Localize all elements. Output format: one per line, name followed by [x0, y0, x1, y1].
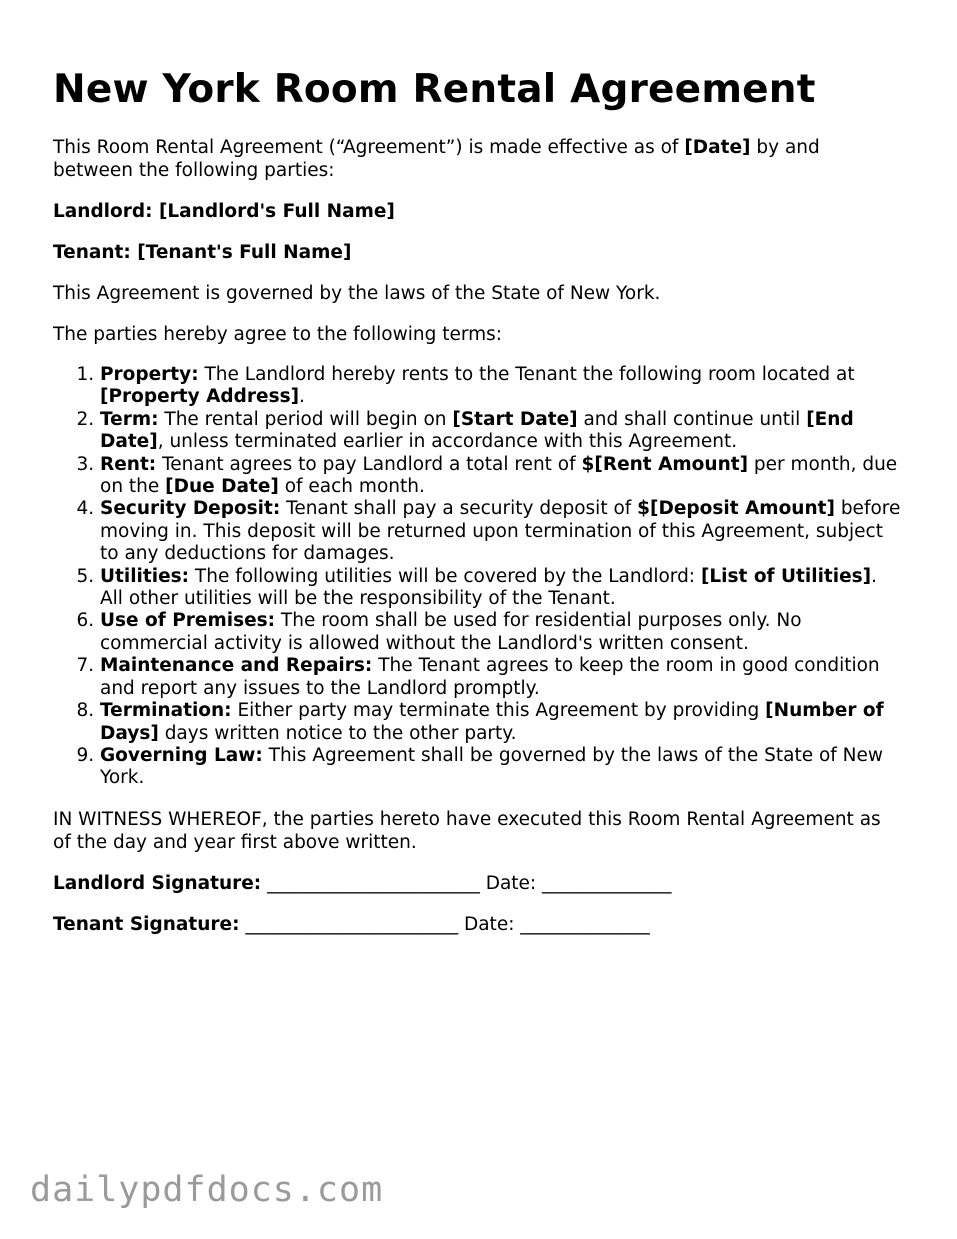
term-item-termination	[100, 700, 903, 745]
term-text: This Agreement shall be governed by the laws of the State of New York.	[100, 744, 884, 789]
term-label: Use of Premises:	[100, 610, 276, 632]
term-placeholder: $[Rent Amount]	[581, 453, 749, 475]
term-text: Either party may terminate this Agreement by providing	[231, 700, 766, 722]
term-label: Maintenance and Repairs:	[100, 655, 373, 677]
term-item-security-deposit	[100, 498, 903, 565]
term-label: Utilities:	[100, 565, 190, 587]
term-item-utilities	[100, 566, 903, 611]
terms-intro: The parties hereby agree to the following terms:	[53, 324, 503, 345]
term-placeholder: [Start Date]	[452, 408, 578, 430]
effective-date-placeholder: [Date]	[684, 137, 751, 158]
term-item-term	[100, 409, 903, 454]
term-placeholder: [End Date]	[100, 408, 854, 453]
term-text: .	[299, 386, 305, 408]
tenant-line: Tenant: [Tenant's Full Name]	[53, 242, 352, 263]
term-label: Property:	[100, 364, 199, 385]
landlord-signature-line	[53, 872, 903, 895]
term-text: Tenant agrees to pay Landlord a total rent of	[156, 453, 582, 475]
term-item-governing-law	[100, 745, 903, 790]
term-text: The rental period will begin on	[158, 408, 453, 430]
term-label: Rent:	[100, 453, 157, 475]
term-text: Tenant shall pay a security deposit of	[280, 498, 638, 520]
term-label: Governing Law:	[100, 744, 263, 766]
landlord-signature-blank: _______________________ Date: ______________	[261, 872, 672, 894]
terms-list	[53, 364, 903, 790]
term-label: Term:	[100, 408, 159, 430]
term-text: . All other utilities will be the responsibility of the Tenant.	[100, 565, 877, 610]
landlord-signature-label: Landlord Signature:	[53, 872, 262, 894]
term-item-maintenance	[100, 655, 903, 700]
term-item-rent	[100, 454, 903, 499]
term-item-use-of-premises	[100, 610, 903, 655]
term-text: The room shall be used for residential purposes only. No commercial activity is allowed without the Landlord's written consent.	[100, 610, 802, 654]
intro-text-after: by and between the following parties:	[53, 137, 820, 181]
watermark: dailypdfdocs.com	[30, 1170, 384, 1210]
term-text: The following utilities will be covered by the Landlord:	[189, 565, 701, 587]
intro-text-before: This Room Rental Agreement (“Agreement”) is made effective as of	[53, 137, 685, 158]
term-text: before moving in. This deposit will be returned upon termination of this Agreement, subject to any deductions for damages.	[100, 498, 901, 565]
governed-statement: This Agreement is governed by the laws of the State of New York.	[53, 283, 661, 304]
term-text: days written notice to the other party.	[158, 722, 517, 744]
term-label: Termination:	[100, 700, 232, 722]
term-placeholder: [List of Utilities]	[700, 565, 872, 587]
tenant-signature-blank: _______________________ Date: ______________	[239, 913, 650, 935]
tenant-signature-line	[53, 913, 903, 936]
term-text: and shall continue until	[577, 408, 807, 430]
term-placeholder: [Number of Days]	[100, 700, 884, 744]
term-text: of each month.	[278, 476, 425, 498]
term-item-property	[100, 364, 903, 409]
document-page	[53, 66, 903, 954]
witness-paragraph: IN WITNESS WHEREOF, the parties hereto have executed this Room Rental Agreement as of the day and year first above written.	[53, 808, 881, 853]
term-text: , unless terminated earlier in accordance with this Agreement.	[157, 431, 738, 453]
term-label: Security Deposit:	[100, 498, 281, 520]
term-text: The Landlord hereby rents to the Tenant the following room located at	[198, 364, 855, 385]
term-text: The Tenant agrees to keep the room in good condition and report any issues to the Landlord promptly.	[100, 655, 880, 699]
term-placeholder: [Property Address]	[100, 386, 300, 408]
term-text: per month, due on the	[100, 453, 898, 498]
term-placeholder: [Due Date]	[165, 476, 279, 498]
document-title: New York Room Rental Agreement	[53, 67, 816, 112]
intro-paragraph	[53, 136, 903, 182]
tenant-signature-label: Tenant Signature:	[53, 913, 240, 935]
landlord-line: Landlord: [Landlord's Full Name]	[53, 201, 395, 222]
term-placeholder: $[Deposit Amount]	[637, 498, 835, 520]
